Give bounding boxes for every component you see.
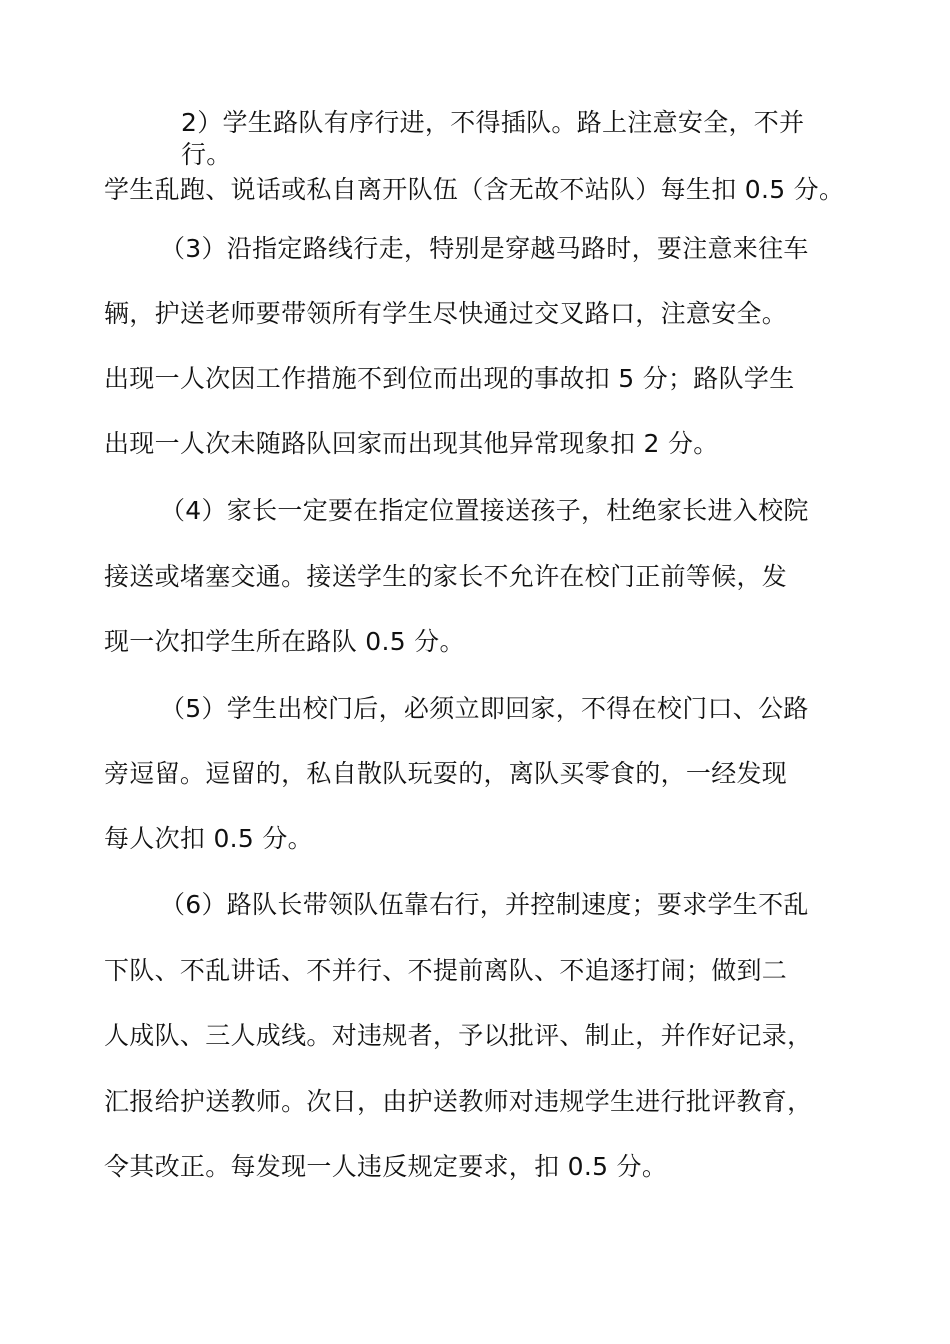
text-line-17: 汇报给护送教师。次日，由护送教师对违规学生进行批评教育， bbox=[104, 1087, 813, 1116]
text-line-2: 行。 bbox=[181, 140, 232, 169]
text-line-1: 2）学生路队有序行进，不得插队。路上注意安全，不并 bbox=[181, 108, 805, 137]
text-line-18: 令其改正。每发现一人违反规定要求，扣 0.5 分。 bbox=[104, 1152, 668, 1181]
text-line-14: （6）路队长带领队伍靠右行，并控制速度；要求学生不乱 bbox=[160, 890, 809, 919]
text-line-4: （3）沿指定路线行走，特别是穿越马路时，要注意来往车 bbox=[160, 234, 809, 263]
text-line-13: 每人次扣 0.5 分。 bbox=[104, 824, 313, 853]
text-line-10: 现一次扣学生所在路队 0.5 分。 bbox=[104, 627, 465, 656]
text-line-3: 学生乱跑、说话或私自离开队伍（含无故不站队）每生扣 0.5 分。 bbox=[104, 175, 845, 204]
text-line-9: 接送或堵塞交通。接送学生的家长不允许在校门正前等候，发 bbox=[104, 562, 788, 591]
text-line-15: 下队、不乱讲话、不并行、不提前离队、不追逐打闹；做到二 bbox=[104, 956, 788, 985]
text-line-16: 人成队、三人成线。对违规者，予以批评、制止，并作好记录， bbox=[104, 1021, 813, 1050]
text-line-12: 旁逗留。逗留的，私自散队玩耍的，离队买零食的，一经发现 bbox=[104, 759, 788, 788]
text-line-5: 辆，护送老师要带领所有学生尽快通过交叉路口，注意安全。 bbox=[104, 299, 788, 328]
text-line-7: 出现一人次未随路队回家而出现其他异常现象扣 2 分。 bbox=[104, 429, 719, 458]
text-line-8: （4）家长一定要在指定位置接送孩子，杜绝家长进入校院 bbox=[160, 496, 809, 525]
text-line-6: 出现一人次因工作措施不到位而出现的事故扣 5 分；路队学生 bbox=[104, 364, 795, 393]
text-line-11: （5）学生出校门后，必须立即回家，不得在校门口、公路 bbox=[160, 694, 809, 723]
